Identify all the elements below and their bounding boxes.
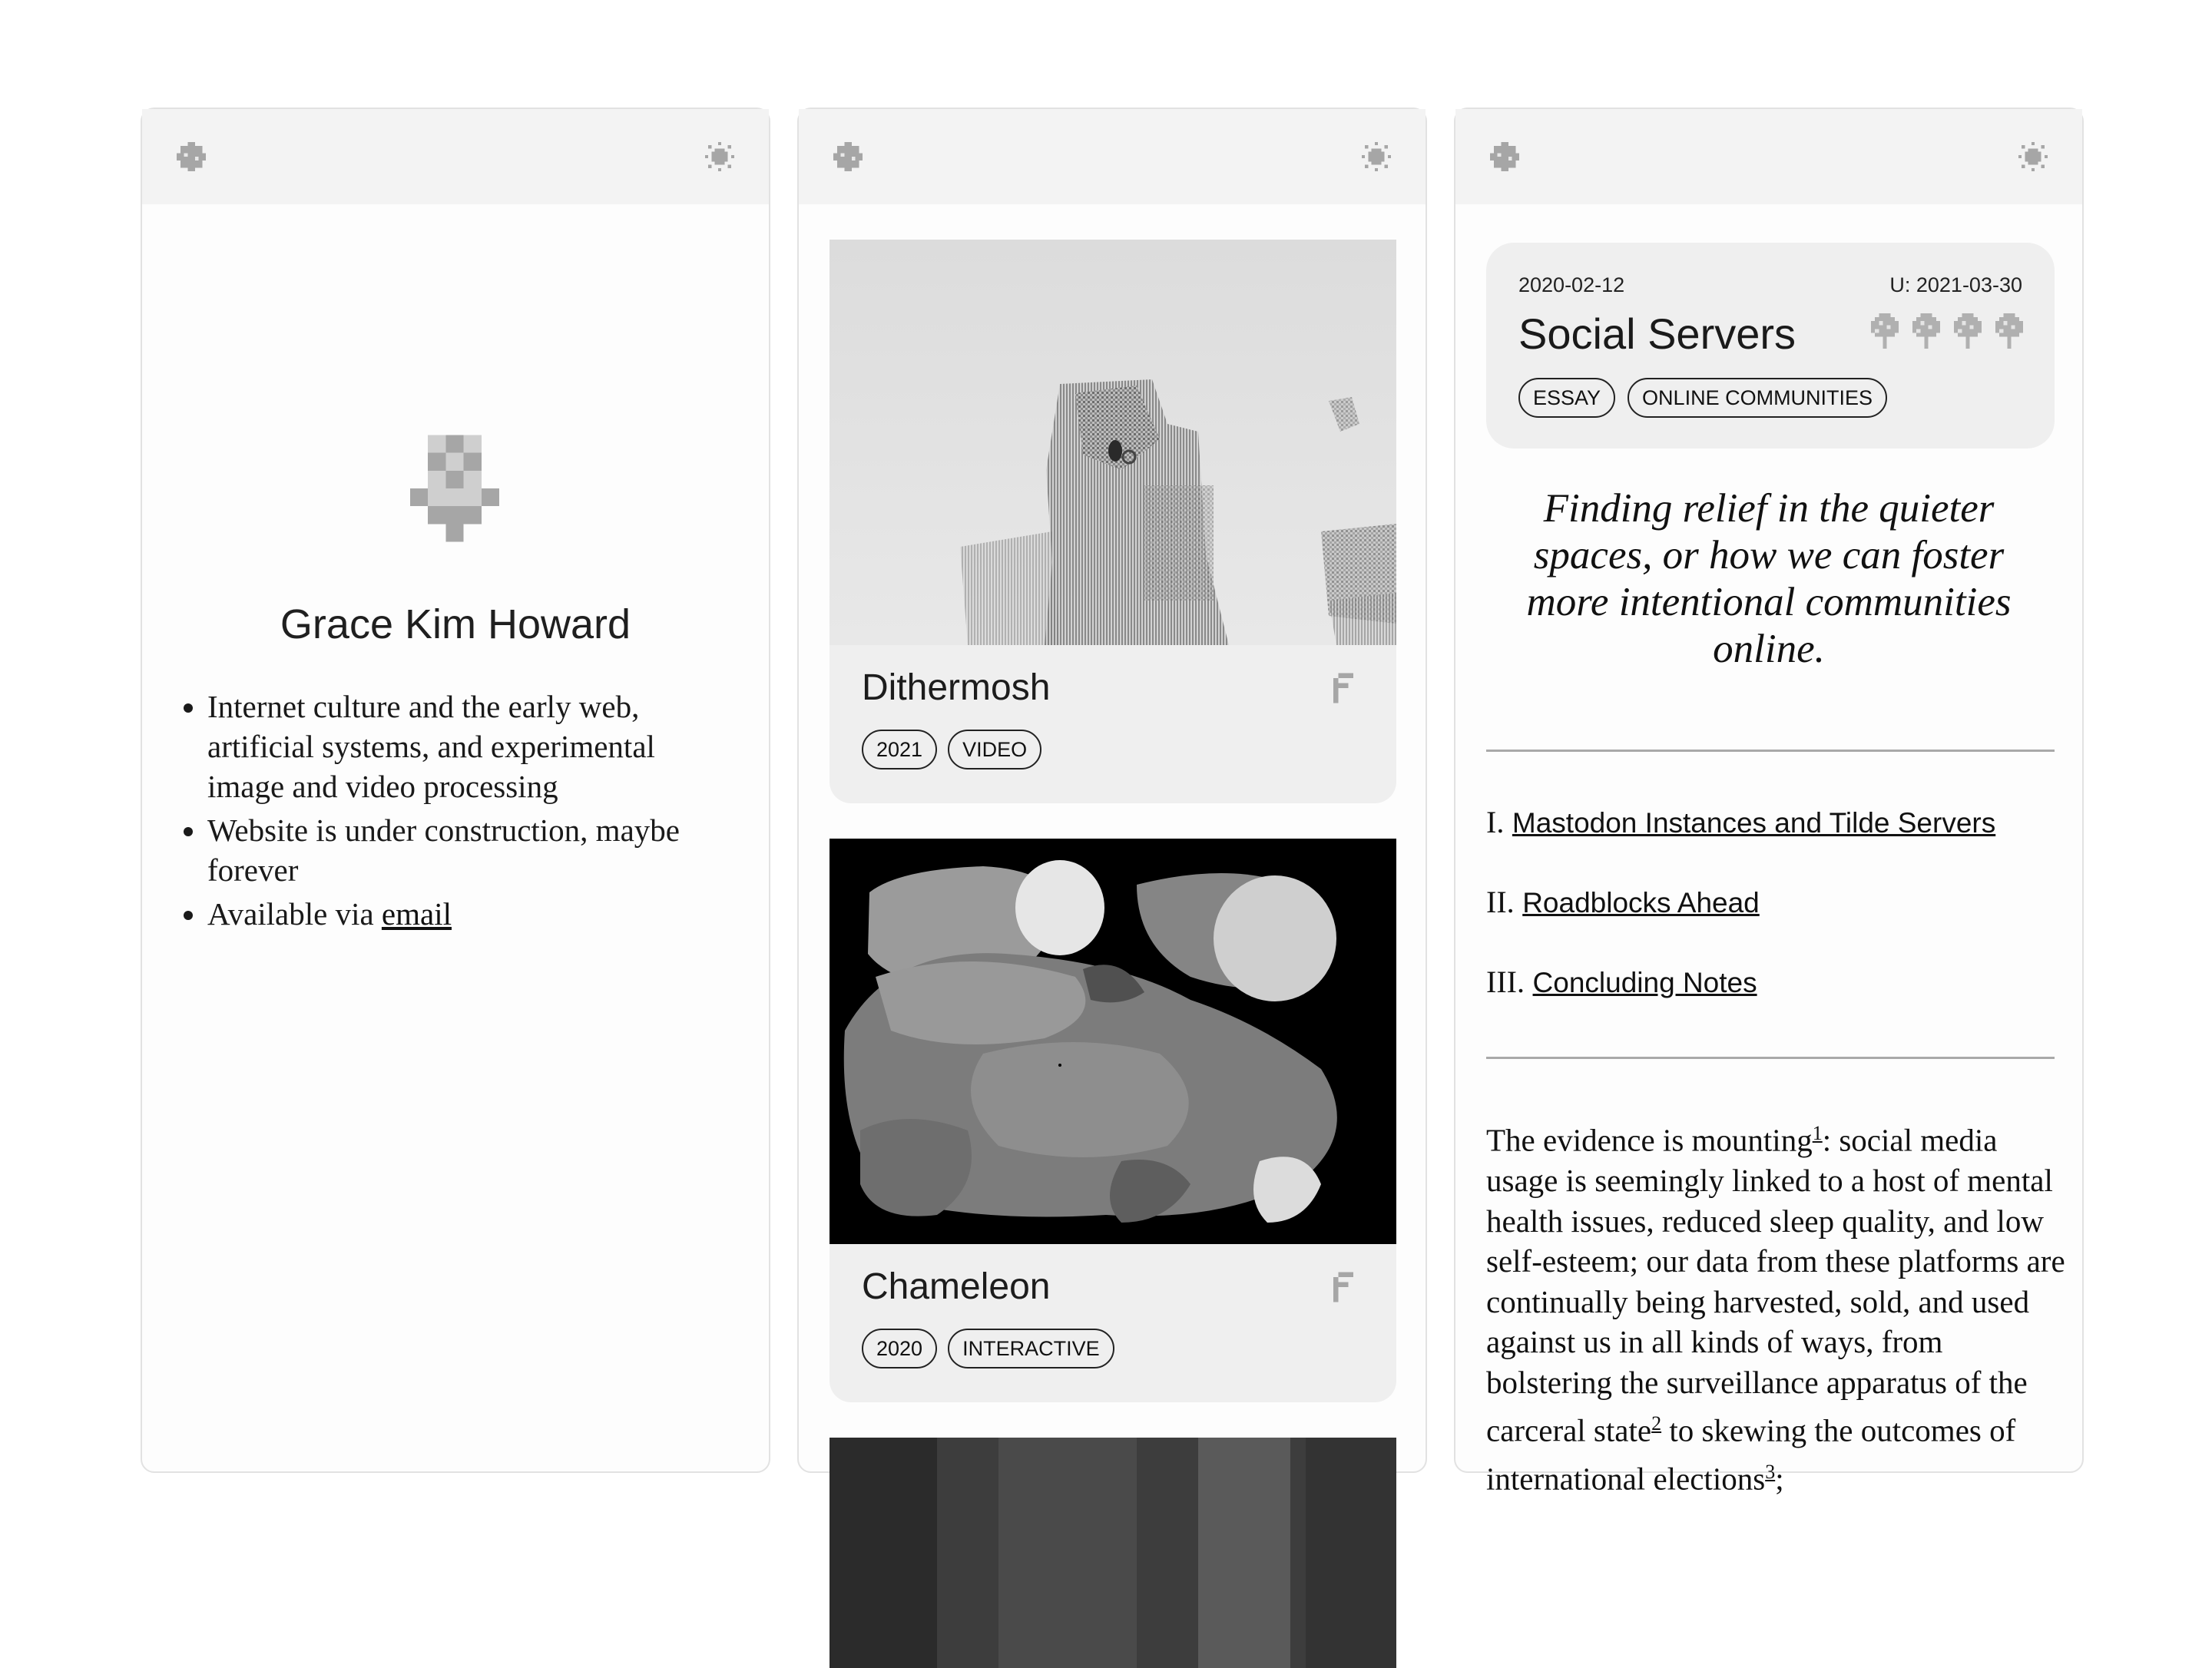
toc-item: [1486, 883, 2055, 963]
project-title: Chameleon: [862, 1266, 1051, 1307]
tag-type[interactable]: INTERACTIVE: [948, 1329, 1114, 1368]
chameleon-thumbnail: [830, 839, 1396, 1244]
tag-year[interactable]: 2020: [862, 1329, 937, 1368]
profile-name: Grace Kim Howard: [280, 601, 631, 647]
footnote-link[interactable]: 3: [1765, 1461, 1776, 1484]
pixel-flower-logo: [410, 435, 499, 542]
panel-header: [1455, 109, 2082, 204]
tree-icon: [1912, 313, 1941, 349]
pixel-f-icon: [1333, 673, 1353, 703]
body-text: to skewing the outcomes of international elections: [1486, 1412, 2016, 1497]
panel-header: [142, 109, 769, 204]
puzzle-icon[interactable]: [177, 142, 206, 171]
toc-item: [1486, 803, 2055, 883]
toc-link-roadblocks[interactable]: Roadblocks Ahead: [1522, 887, 1760, 918]
toc-number: I.: [1486, 805, 1505, 839]
puzzle-icon[interactable]: [833, 142, 863, 171]
tree-stamps: [1870, 313, 2024, 349]
pixel-f-icon: [1333, 1272, 1353, 1302]
tag-type[interactable]: VIDEO: [948, 730, 1041, 769]
essay-body: [1486, 1112, 2070, 1499]
published-date: 2020-02-12: [1518, 273, 1625, 296]
project-title: Dithermosh: [862, 667, 1051, 708]
essay-title: Social Servers: [1518, 309, 1796, 358]
project-card-chameleon[interactable]: [830, 839, 1396, 1402]
projects-panel: [797, 108, 1427, 1473]
toc-item: [1486, 963, 2055, 1043]
tree-icon: [1870, 313, 1899, 349]
sun-icon[interactable]: [1362, 142, 1391, 171]
project-card-partial[interactable]: [830, 1438, 1396, 1668]
profile-panel: [141, 108, 770, 1473]
dithermosh-thumbnail: [830, 240, 1396, 645]
bio-list: [177, 687, 737, 938]
body-text: ;: [1775, 1461, 1784, 1497]
table-of-contents: [1486, 803, 2055, 1043]
divider: [1486, 1057, 2055, 1059]
divider: [1486, 750, 2055, 752]
bio-item: • Website is under construction, maybe forever: [207, 810, 737, 890]
body-text: : social media usage is seemingly linked to a host of mental health issues, reduced sleep quality, and low self-esteem; our data from these platforms are continually being harvested, sold, and used against us in all kinds of ways, from bolstering the surveillance apparatus of the carceral state: [1486, 1122, 2065, 1448]
email-link[interactable]: email: [381, 896, 452, 932]
toc-link-mastodon[interactable]: Mastodon Instances and Tilde Servers: [1512, 807, 1996, 839]
bio-item: [207, 894, 737, 934]
footnote-link[interactable]: 1: [1812, 1122, 1823, 1144]
projects-list: [799, 204, 1426, 1471]
footnote-link[interactable]: 2: [1651, 1412, 1662, 1435]
updated-date: U: 2021-03-30: [1889, 273, 2022, 296]
panel-header: [799, 109, 1426, 204]
puzzle-icon[interactable]: [1490, 142, 1519, 171]
essay-tags: [1518, 378, 1887, 418]
sun-icon[interactable]: [705, 142, 734, 171]
tag-year[interactable]: 2021: [862, 730, 937, 769]
tag-online-communities[interactable]: ONLINE COMMUNITIES: [1628, 378, 1887, 418]
sun-icon[interactable]: [2018, 142, 2048, 171]
bio-item: • Internet culture and the early web, artificial systems, and experimental image and video processing: [207, 687, 737, 806]
tree-icon: [1953, 313, 1982, 349]
toc-link-concluding[interactable]: Concluding Notes: [1532, 967, 1757, 998]
tree-icon: [1995, 313, 2024, 349]
essay-tagline: Finding relief in the quieter spaces, or how we can foster more intentional communities online.: [1526, 486, 2012, 671]
bio-contact-prefix: Available via: [207, 896, 382, 932]
toc-number: II.: [1486, 885, 1515, 919]
project-tags: [862, 1329, 1114, 1368]
tag-essay[interactable]: ESSAY: [1518, 378, 1615, 418]
essay-meta: [1486, 243, 2055, 448]
project-tags: [862, 730, 1041, 769]
toc-number: III.: [1486, 965, 1525, 999]
essay-panel: [1454, 108, 2084, 1497]
project-card-dithermosh[interactable]: [830, 240, 1396, 803]
body-text: The evidence is mounting: [1486, 1122, 1813, 1158]
project-thumbnail: [830, 1438, 1396, 1668]
